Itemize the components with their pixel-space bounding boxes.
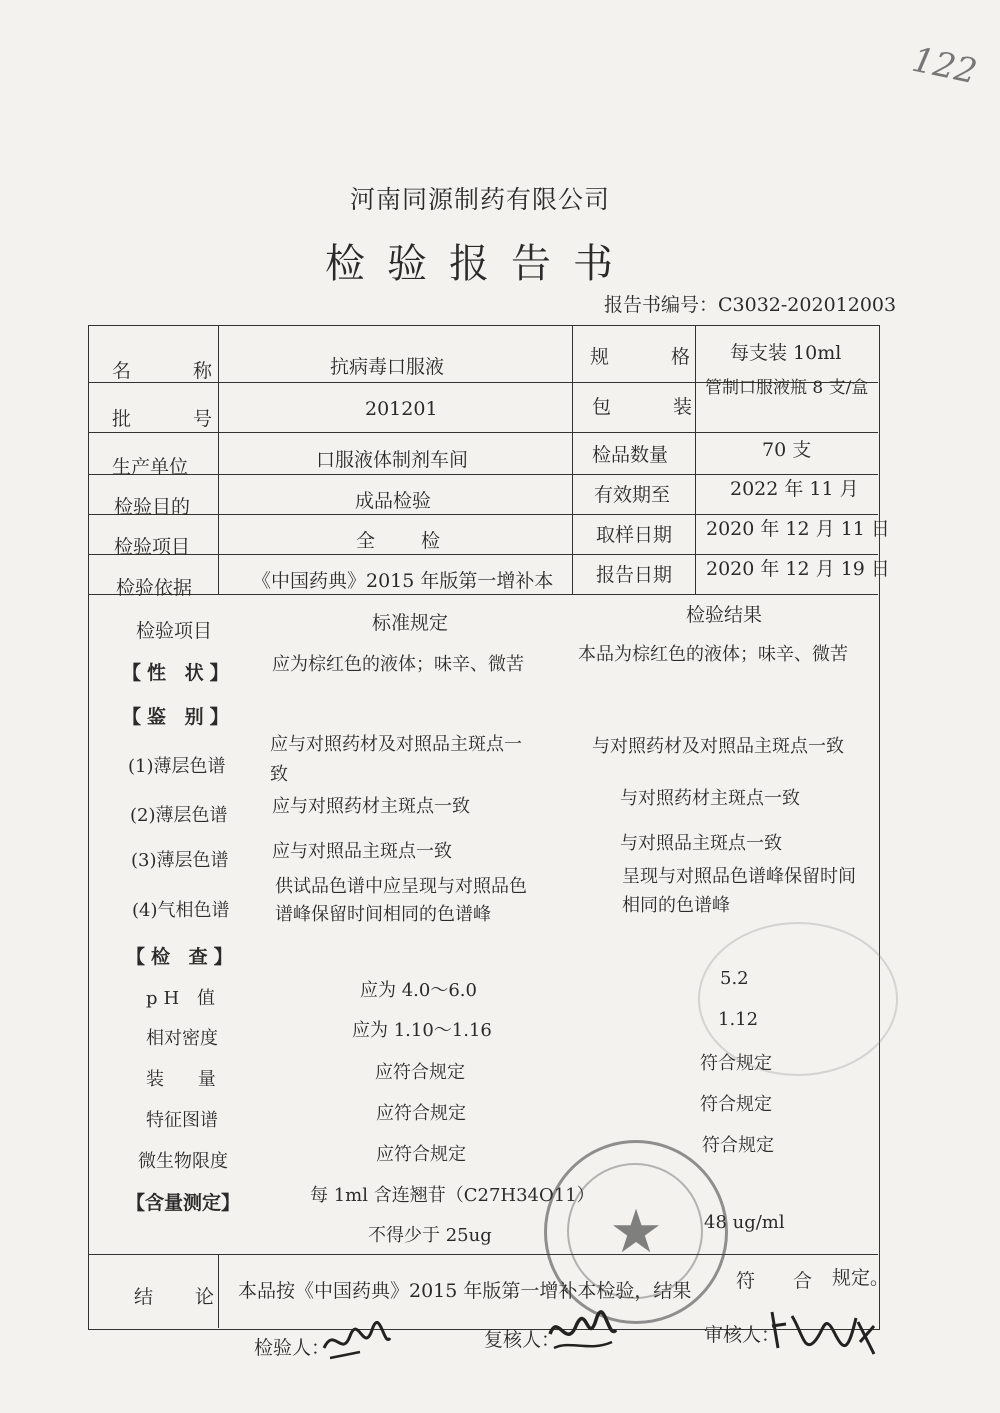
- star-icon: ★: [609, 1197, 663, 1267]
- unit-value: 口服液体制剂车间: [316, 449, 469, 471]
- auditor-signature: [768, 1302, 878, 1367]
- ident-1-standard-cont: 致: [270, 764, 288, 785]
- expiry-label: 有效期至: [594, 484, 671, 506]
- pack-value: 管制口服液瓶 8 支/盒: [705, 378, 869, 398]
- divider: [572, 325, 573, 594]
- spec-value: 每支装 10ml: [730, 342, 842, 364]
- ident-1-standard: 应与对照药材及对照品主斑点一: [270, 734, 522, 755]
- check-ph-result: 5.2: [720, 968, 749, 989]
- checks-title: 【检 查】: [126, 946, 239, 968]
- basis-value: 《中国药典》2015 年版第一增补本: [252, 570, 554, 592]
- check-density-standard: 应为 1.10～1.16: [352, 1020, 492, 1041]
- check-microbial-result: 符合规定: [702, 1135, 774, 1156]
- conclusion-verdict: 符 合: [736, 1270, 829, 1292]
- appearance-title: 【性 状】: [122, 662, 235, 684]
- divider: [88, 1254, 878, 1255]
- unit-label: 生产单位: [112, 456, 189, 478]
- company-name: 河南同源制药有限公司: [349, 185, 610, 214]
- appearance-standard: 应为棕红色的液体；味辛、微苦: [272, 654, 524, 675]
- ident-4-item: (4)气相色谱: [132, 900, 230, 921]
- ident-3-item: (3)薄层色谱: [131, 850, 229, 871]
- report-date-label: 报告日期: [596, 564, 673, 586]
- qty-label: 检品数量: [592, 444, 669, 466]
- col-standard-header: 标准规定: [372, 612, 449, 634]
- check-microbial-item: 微生物限度: [138, 1151, 228, 1172]
- conclusion-label: 结 论: [134, 1286, 233, 1308]
- ident-2-item: (2)薄层色谱: [130, 805, 228, 826]
- check-ph-item: pH 值: [146, 988, 221, 1009]
- check-density-item: 相对密度: [146, 1028, 218, 1049]
- assay-result: 48 ug/ml: [704, 1212, 785, 1233]
- appearance-result: 本品为棕红色的液体；味辛、微苦: [578, 644, 848, 665]
- name-value: 抗病毒口服液: [330, 356, 445, 378]
- check-density-result: 1.12: [718, 1009, 759, 1030]
- check-fingerprint-item: 特征图谱: [146, 1110, 218, 1131]
- spec-label: 规 格: [590, 346, 719, 368]
- report-date-value: 2020 年 12 月 19 日: [706, 558, 890, 580]
- handwritten-page-number: 122: [908, 39, 981, 93]
- ident-4-standard-cont: 谱峰保留时间相同的色谱峰: [275, 904, 491, 925]
- item-value: 全 检: [356, 530, 461, 552]
- purpose-value: 成品检验: [355, 490, 432, 512]
- ident-1-result: 与对照药材及对照品主斑点一致: [592, 736, 844, 757]
- divider: [88, 432, 878, 433]
- reviewer-label: 复核人：: [484, 1329, 561, 1351]
- check-ph-standard: 应为 4.0～6.0: [360, 980, 477, 1001]
- check-fingerprint-result: 符合规定: [700, 1094, 772, 1115]
- ident-4-result: 呈现与对照品色谱峰保留时间: [622, 866, 856, 887]
- reviewer-signature: [546, 1306, 620, 1365]
- assay-title: 【含量测定】: [126, 1192, 241, 1214]
- ident-2-result: 与对照药材主斑点一致: [620, 788, 800, 809]
- report-number: 报告书编号：C3032-202012003: [604, 294, 897, 316]
- conclusion-text: 本品按《中国药典》2015 年版第一增补本检验，结果: [238, 1280, 692, 1302]
- ident-3-result: 与对照品主斑点一致: [620, 833, 782, 854]
- name-label: 名 称: [112, 360, 241, 382]
- check-volume-result: 符合规定: [700, 1053, 772, 1074]
- document-title: 检验报告书: [325, 241, 635, 287]
- check-volume-item: 装 量: [146, 1069, 230, 1090]
- sample-label: 取样日期: [596, 524, 673, 546]
- qty-value: 70 支: [762, 439, 812, 461]
- inspector-signature: [320, 1318, 394, 1375]
- batch-value: 201201: [365, 398, 438, 420]
- purpose-label: 检验目的: [114, 496, 191, 518]
- sample-value: 2020 年 12 月 11 日: [706, 518, 890, 540]
- inspector-label: 检验人：: [254, 1337, 331, 1359]
- check-microbial-standard: 应符合规定: [376, 1144, 466, 1165]
- col-item-header: 检验项目: [136, 620, 213, 642]
- check-fingerprint-standard: 应符合规定: [376, 1103, 466, 1124]
- ident-1-item: (1)薄层色谱: [128, 756, 226, 777]
- pack-label: 包 装: [592, 396, 721, 418]
- divider: [88, 594, 878, 595]
- auditor-label: 审核人：: [704, 1324, 781, 1346]
- identification-title: 【鉴 别】: [122, 706, 235, 728]
- ident-4-standard: 供试品色谱中应呈现与对照品色: [275, 876, 527, 897]
- ident-2-standard: 应与对照药材主斑点一致: [272, 796, 470, 817]
- ident-3-standard: 应与对照品主斑点一致: [272, 841, 452, 862]
- col-result-header: 检验结果: [686, 604, 763, 626]
- ident-4-result-cont: 相同的色谱峰: [622, 895, 730, 916]
- basis-label: 检验依据: [116, 577, 193, 599]
- check-volume-standard: 应符合规定: [375, 1062, 465, 1083]
- batch-label: 批 号: [112, 408, 241, 430]
- conclusion-tail: 规定。: [832, 1267, 890, 1289]
- item-label: 检验项目: [114, 536, 191, 558]
- assay-standard: 每 1ml 含连翘苷（C27H34O11）: [310, 1185, 595, 1206]
- assay-standard-cont: 不得少于 25ug: [368, 1225, 492, 1246]
- expiry-value: 2022 年 11 月: [730, 478, 859, 500]
